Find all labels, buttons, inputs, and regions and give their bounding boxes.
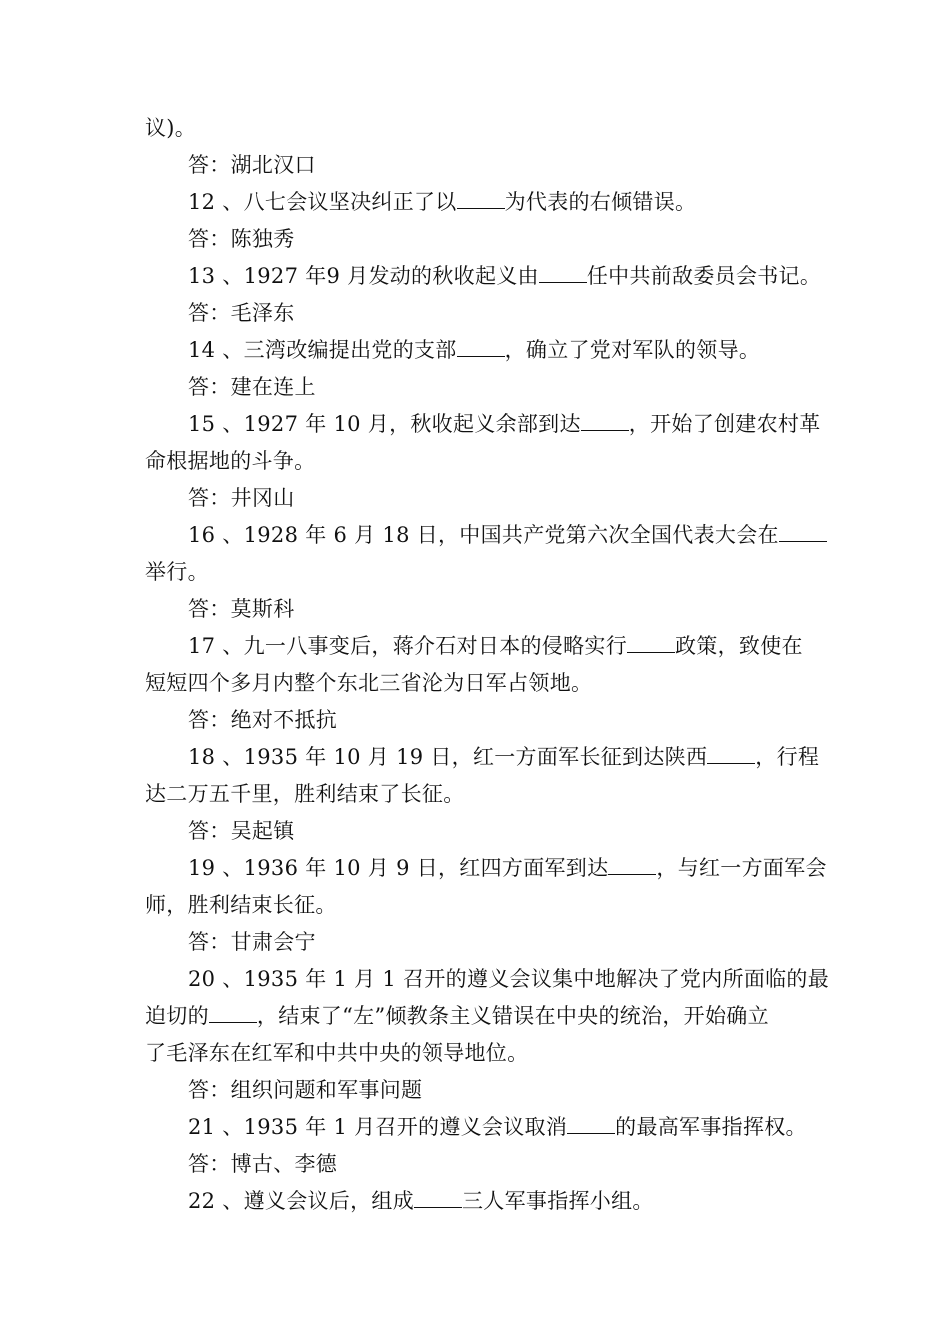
answer-line: 答：绝对不抵抗: [188, 708, 338, 732]
question-text: 15 、1927 年 10 月，秋收起义余部到达: [188, 412, 581, 436]
text-line: 举行。: [145, 560, 209, 584]
question-line: [145, 406, 821, 443]
fill-blank: [457, 334, 505, 357]
question-line: [145, 332, 813, 369]
text-line: 议)。: [145, 116, 197, 140]
question-text: ，与红一方面军会: [656, 856, 827, 880]
question-text: 18 、1935 年 10 月 19 日，红一方面军长征到达陕西: [188, 745, 708, 769]
question-line: [145, 850, 827, 887]
question-text: 迫切的: [145, 1004, 209, 1028]
question-text: ，结束了“左”倾教条主义错误在中央的统治，开始确立: [256, 1004, 769, 1028]
fill-blank: [581, 408, 629, 431]
question-line: [145, 1183, 813, 1220]
answer-line: 答：组织问题和军事问题: [188, 1078, 423, 1102]
question-text: ，开始了创建农村革: [628, 412, 821, 436]
fill-blank: [457, 186, 505, 209]
document-page: [145, 110, 830, 1220]
question-line: [145, 258, 822, 295]
question-text: ，确立了党对军队的领导。: [504, 338, 761, 362]
question-text: 13 、1927 年9 月发动的秋收起义由: [188, 264, 539, 288]
question-text: 22 、遵义会议后，组成: [188, 1189, 414, 1213]
question-line: [145, 1109, 813, 1146]
question-line: [145, 961, 830, 998]
fill-blank: [779, 519, 827, 542]
text-line: 师，胜利结束长征。: [145, 893, 337, 917]
question-text: 19 、1936 年 10 月 9 日，红四方面军到达: [188, 856, 609, 880]
answer-line: 答：吴起镇: [188, 819, 295, 843]
question-line: [145, 184, 813, 221]
fill-blank: [608, 852, 656, 875]
answer-line: 答：莫斯科: [188, 597, 295, 621]
question-line: [145, 517, 813, 554]
fill-blank: [567, 1111, 615, 1134]
question-text: 的最高军事指挥权。: [615, 1115, 807, 1139]
answer-line: 答：陈独秀: [188, 227, 295, 251]
question-text: 14 、三湾改编提出党的支部: [188, 338, 457, 362]
question-line: [145, 628, 813, 665]
question-text: 政策，致使在: [675, 634, 803, 658]
fill-blank: [707, 741, 755, 764]
answer-line: 答：甘肃会宁: [188, 930, 316, 954]
question-text: 为代表的右倾错误。: [504, 190, 697, 214]
question-text: 16 、1928 年 6 月 18 日，中国共产党第六次全国代表大会在: [188, 523, 779, 547]
question-text: ，行程: [755, 745, 820, 769]
question-text: 21 、1935 年 1 月召开的遵义会议取消: [188, 1115, 568, 1139]
question-text: 三人军事指挥小组。: [462, 1189, 654, 1213]
question-line: [145, 739, 820, 776]
question-text: 17 、九一八事变后，蒋介石对日本的侵略实行: [188, 634, 627, 658]
question-text: 20 、1935 年 1 月 1 召开的遵义会议集中地解决了党内所面临的最: [188, 967, 830, 991]
answer-line: 答：湖北汉口: [188, 153, 316, 177]
text-line: 达二万五千里，胜利结束了长征。: [145, 782, 465, 806]
fill-blank: [539, 260, 587, 283]
fill-blank: [414, 1185, 462, 1208]
answer-line: 答：博古、李德: [188, 1152, 338, 1176]
text-line: 命根据地的斗争。: [145, 449, 316, 473]
text-line: 了毛泽东在红军和中共中央的领导地位。: [145, 1041, 529, 1065]
text-line: 短短四个多月内整个东北三省沦为日军占领地。: [145, 671, 593, 695]
question-line: [145, 998, 813, 1035]
answer-line: 答：井冈山: [188, 486, 295, 510]
answer-line: 答：毛泽东: [188, 301, 295, 325]
answer-line: 答：建在连上: [188, 375, 316, 399]
question-text: 任中共前敌委员会书记。: [586, 264, 822, 288]
question-text: 12 、八七会议坚决纠正了以: [188, 190, 457, 214]
fill-blank: [209, 1000, 257, 1023]
fill-blank: [627, 630, 675, 653]
